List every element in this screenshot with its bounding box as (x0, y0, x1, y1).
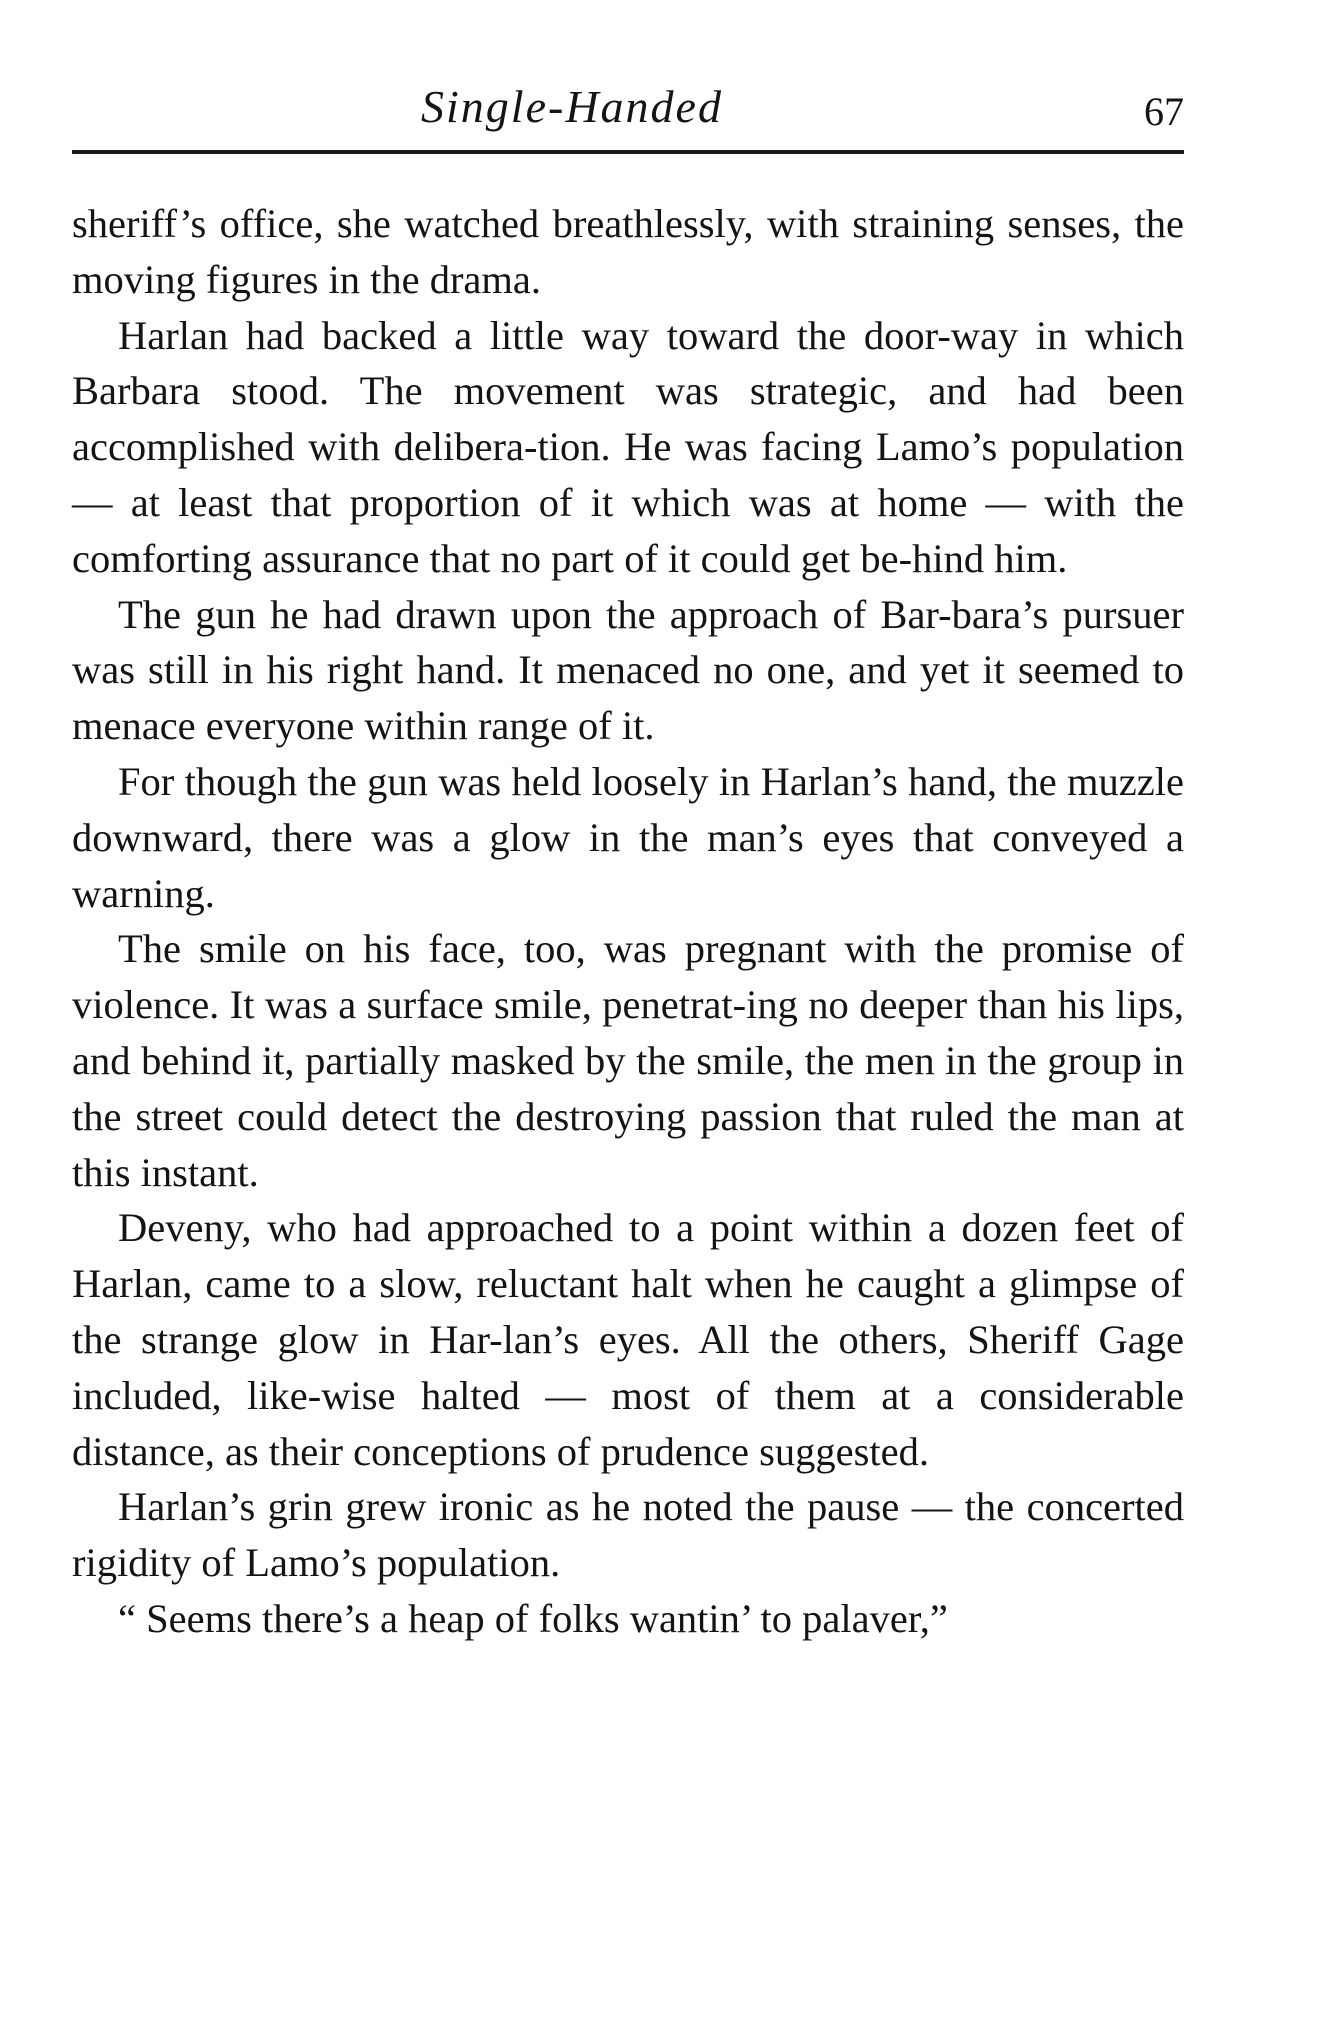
running-head (72, 74, 1184, 148)
body-text (72, 196, 1184, 1647)
paragraph: The smile on his face, too, was pregnant with the promise of violence. It was a surface smile, penetrat-ing no deeper than his lips, and behind it, partially masked by the smile, the men in the group in the street could detect the destroying passion that ruled the man at this instant. (72, 926, 1184, 1195)
paragraph: The gun he had drawn upon the approach of Bar-bara’s pursuer was still in his right hand. It menaced no one, and yet it seemed to menace everyone within range of it. (72, 591, 1184, 749)
header-rule (72, 150, 1184, 154)
running-title: Single-Handed (421, 81, 723, 132)
paragraph: Deveny, who had approached to a point within a dozen feet of Harlan, came to a slow, reluctant halt when he caught a glimpse of the strange glow in Har-lan’s eyes. All the others, Sheriff Gage included, like-wise halted — most of them at a considerable distance, as their conceptions of prudence suggested. (72, 1205, 1184, 1474)
paragraph: For though the gun was held loosely in Harlan’s hand, the muzzle downward, there was a glow in the man’s eyes that conveyed a warning. (72, 758, 1184, 916)
paragraph-continuation: sheriff’s office, she watched breathlessly, with straining senses, the moving figures in the drama. (72, 201, 1184, 302)
paragraph-dialogue: “ Seems there’s a heap of folks wantin’ to palaver,” (118, 1595, 948, 1641)
paragraph: Harlan’s grin grew ironic as he noted the pause — the concerted rigidity of Lamo’s population. (72, 1484, 1184, 1586)
page-number: 67 (1144, 89, 1184, 134)
paragraph: Harlan had backed a little way toward the door-way in which Barbara stood. The movement was strategic, and had been accomplished with delibera-tion. He was facing Lamo’s population — at least that proportion of it which was at home — with the comforting assurance that no part of it could get be-hind him. (72, 312, 1184, 581)
